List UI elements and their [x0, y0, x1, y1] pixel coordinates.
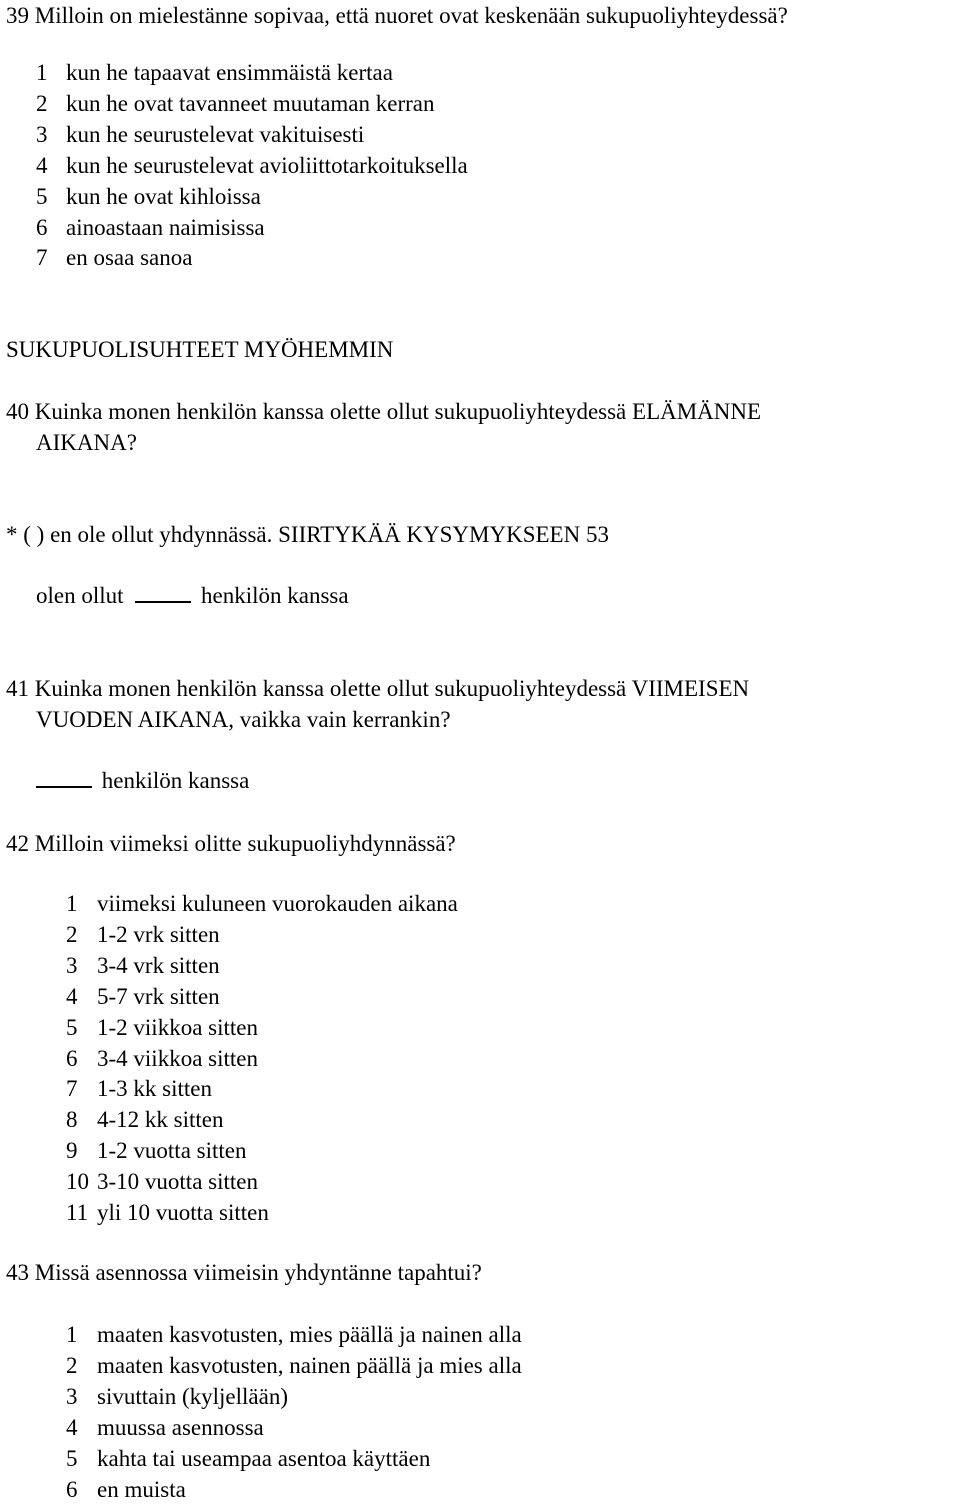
option-text: kahta tai useampaa asentoa käyttäen — [97, 1445, 431, 1471]
question-42: 42 Milloin viimeksi olitte sukupuoliyhdynnässä? — [6, 831, 456, 856]
option-text: 1-2 vrk sitten — [97, 921, 220, 947]
option-item[interactable] — [66, 1443, 430, 1474]
option-item[interactable] — [66, 888, 458, 919]
option-text: maaten kasvotusten, mies päällä ja nainen alla — [97, 1322, 522, 1347]
answer-prefix: olen ollut — [36, 583, 124, 608]
option-item[interactable] — [66, 1412, 264, 1443]
option-number: 5 — [66, 1445, 78, 1471]
option-item[interactable] — [66, 919, 220, 950]
option-text: kun he seurustelevat vakituisesti — [66, 121, 365, 147]
option-text: sivuttain (kyljellään) — [97, 1383, 288, 1409]
option-number: 5 — [36, 183, 48, 209]
option-text: 1-2 vuotta sitten — [97, 1138, 247, 1164]
answer-suffix: henkilön kanssa — [101, 768, 250, 793]
answer-suffix: henkilön kanssa — [201, 583, 349, 608]
option-text: 4-12 kk sitten — [97, 1107, 224, 1133]
question-41-line2: VUODEN AIKANA, vaikka vain kerrankin? — [36, 707, 451, 732]
option-text: 3-4 vrk sitten — [97, 952, 220, 978]
option-item[interactable] — [36, 57, 393, 88]
question-40-skip-note: * ( ) en ole ollut yhdynnässä. SIIRTYKÄÄ KYSYMYKSEEN 53 — [6, 522, 609, 547]
option-number: 3 — [66, 952, 78, 978]
option-text: kun he ovat tavanneet muutaman kerran — [66, 90, 435, 116]
option-item[interactable] — [36, 150, 468, 181]
option-text: viimeksi kuluneen vuorokauden aikana — [97, 891, 458, 916]
question-41-line1: 41 Kuinka monen henkilön kanssa olette ollut sukupuoliyhteydessä VIIMEISEN — [6, 676, 750, 701]
option-item[interactable] — [66, 1319, 522, 1350]
question-40-line2: AIKANA? — [36, 430, 137, 455]
question-39: 39 Milloin on mielestänne sopivaa, että nuoret ovat keskenään sukupuoliyhteydessä? — [6, 3, 788, 28]
option-text: maaten kasvotusten, nainen päällä ja mies alla — [97, 1352, 522, 1378]
option-number: 11 — [66, 1200, 89, 1225]
option-text: en osaa sanoa — [66, 245, 193, 271]
option-text: yli 10 vuotta sitten — [97, 1200, 269, 1225]
option-number: 1 — [66, 1322, 78, 1347]
question-43: 43 Missä asennossa viimeisin yhdyntänne tapahtui? — [6, 1260, 482, 1285]
option-text: kun he ovat kihloissa — [66, 183, 261, 209]
answer-blank[interactable] — [36, 766, 92, 788]
option-number: 3 — [36, 121, 48, 147]
option-number: 1 — [36, 60, 48, 85]
option-item[interactable] — [36, 242, 192, 273]
option-item[interactable] — [36, 212, 265, 243]
option-item[interactable] — [66, 981, 220, 1012]
option-item[interactable] — [66, 1350, 522, 1381]
option-item[interactable] — [66, 1135, 246, 1166]
option-number: 5 — [66, 1014, 78, 1040]
option-text: ainoastaan naimisissa — [66, 214, 265, 240]
question-40-line1: 40 Kuinka monen henkilön kanssa olette ollut sukupuoliyhteydessä ELÄMÄNNE — [6, 399, 762, 424]
option-item[interactable] — [66, 1381, 288, 1412]
option-text: 3-10 vuotta sitten — [97, 1169, 258, 1195]
option-number: 7 — [36, 245, 48, 271]
option-number: 2 — [36, 90, 48, 116]
option-text: 3-4 viikkoa sitten — [97, 1045, 258, 1071]
option-text: kun he tapaavat ensimmäistä kertaa — [66, 60, 393, 85]
option-number: 4 — [66, 983, 78, 1009]
option-number: 9 — [66, 1138, 78, 1164]
option-number: 6 — [36, 214, 48, 240]
option-item[interactable] — [66, 1166, 258, 1197]
option-number: 10 — [66, 1169, 89, 1195]
option-text: 1-3 kk sitten — [97, 1076, 212, 1102]
option-number: 2 — [66, 921, 78, 947]
option-item[interactable] — [66, 1012, 258, 1043]
option-item[interactable] — [36, 181, 261, 212]
section-title: SUKUPUOLISUHTEET MYÖHEMMIN — [6, 337, 394, 362]
option-item[interactable] — [66, 1474, 186, 1505]
option-item[interactable] — [66, 950, 220, 981]
option-item[interactable] — [36, 119, 364, 150]
option-number: 2 — [66, 1352, 78, 1378]
answer-blank[interactable] — [135, 581, 191, 603]
option-text: 5-7 vrk sitten — [97, 983, 220, 1009]
option-text: kun he seurustelevat avioliittotarkoituksella — [66, 152, 468, 178]
option-number: 1 — [66, 891, 78, 916]
option-item[interactable] — [36, 88, 435, 119]
option-text: 1-2 viikkoa sitten — [97, 1014, 258, 1040]
option-text: muussa asennossa — [97, 1414, 264, 1440]
option-number: 7 — [66, 1076, 78, 1102]
option-number: 4 — [36, 152, 48, 178]
option-text: en muista — [97, 1476, 186, 1502]
option-item[interactable] — [66, 1043, 258, 1074]
question-40-answer — [36, 580, 349, 611]
option-number: 6 — [66, 1045, 78, 1071]
option-number: 6 — [66, 1476, 78, 1502]
option-item[interactable] — [66, 1197, 269, 1228]
option-item[interactable] — [66, 1104, 224, 1135]
option-item[interactable] — [66, 1073, 212, 1104]
option-number: 8 — [66, 1107, 78, 1133]
option-number: 3 — [66, 1383, 78, 1409]
question-41-answer — [36, 765, 249, 796]
option-number: 4 — [66, 1414, 78, 1440]
